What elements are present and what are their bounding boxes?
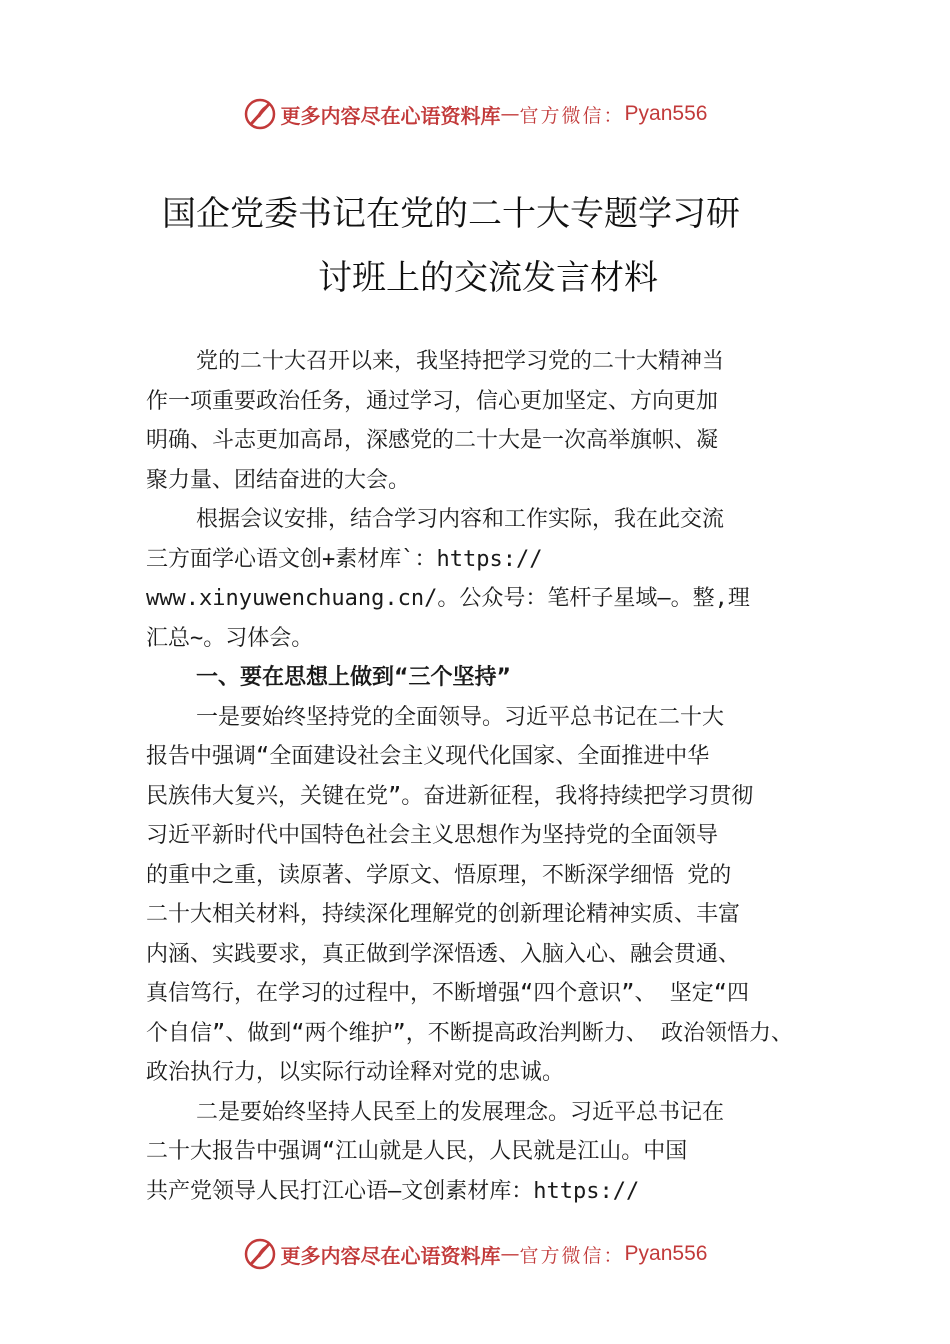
section-heading: 一、要在思想上做到“三个坚持”	[196, 665, 511, 690]
footer-watermark-banner	[0, 1232, 950, 1276]
body-line: 明确、斗志更加高昂，深感党的二十大是一次高举旗帜、凝	[146, 428, 719, 453]
body-line: 聚力量、团结奋进的大会。	[146, 467, 411, 493]
body-line: 一是要始终坚持党的全面领导。习近平总书记在二十大	[196, 704, 725, 730]
header-watermark-banner	[0, 92, 950, 136]
body-line: 个自信”、做到“两个维护”，不断提高政治判断力、 政治领悟力、	[146, 1020, 793, 1046]
body-line: 习近平新时代中国特色社会主义思想作为坚持党的全面领导	[146, 823, 719, 848]
banner-wechat-label: 官方微信：	[519, 1244, 625, 1267]
body-line: 三方面学心语文创+素材库`：https://	[146, 546, 543, 572]
document-title-line-2: 讨班上的交流发言材料	[318, 258, 658, 298]
document-title-line-1: 国企党委书记在党的二十大专题学习研	[162, 194, 740, 234]
body-line: 党的二十大召开以来，我坚持把学习党的二十大精神当	[196, 349, 725, 374]
body-line: 报告中强调“全面建设社会主义现代化国家、全面推进中华	[146, 744, 710, 769]
quill-logo-icon	[243, 97, 277, 131]
body-line: 二十大报告中强调“江山就是人民，人民就是江山。中国	[146, 1139, 688, 1164]
quill-logo-icon	[243, 1237, 277, 1271]
body-line: 作一项重要政治任务，通过学习，信心更加坚定、方向更加	[146, 388, 719, 414]
banner-dash: —	[500, 103, 520, 125]
body-line: 二十大相关材料，持续深化理解党的创新理论精神实质、丰富	[146, 902, 741, 927]
banner-main-text: 更多内容尽在心语资料库	[280, 103, 501, 128]
body-line: 汇总~。习体会。	[146, 625, 314, 651]
banner-wechat-label: 官方微信：	[519, 104, 625, 127]
banner-main-text: 更多内容尽在心语资料库	[280, 1243, 501, 1268]
banner-wechat-id: Pyan556	[624, 102, 708, 125]
body-line: www.xinyuwenchuang.cn/。公众号：笔杆子星域—。整,理	[146, 586, 750, 611]
body-line: 政治执行力，以实际行动诠释对党的忠诚。	[146, 1060, 565, 1085]
body-line: 共产党领导人民打江心语—文创素材库：https://	[146, 1178, 640, 1204]
body-line: 的重中之重，读原著、学原文、悟原理，不断深学细悟 党的	[146, 862, 732, 888]
body-line: 二是要始终坚持人民至上的发展理念。习近平总书记在	[196, 1099, 725, 1125]
banner-dash: —	[500, 1243, 520, 1265]
body-line: 根据会议安排，结合学习内容和工作实际，我在此交流	[196, 507, 725, 532]
body-line: 真信笃行，在学习的过程中，不断增强“四个意识”、 坚定“四	[146, 981, 749, 1006]
body-line: 民族伟大复兴，关键在党”。奋进新征程，我将持续把学习贯彻	[146, 783, 754, 809]
document-body	[146, 342, 846, 1211]
body-line: 内涵、实践要求，真正做到学深悟透、入脑入心、融会贯通、	[146, 941, 741, 967]
banner-wechat-id: Pyan556	[624, 1242, 708, 1265]
